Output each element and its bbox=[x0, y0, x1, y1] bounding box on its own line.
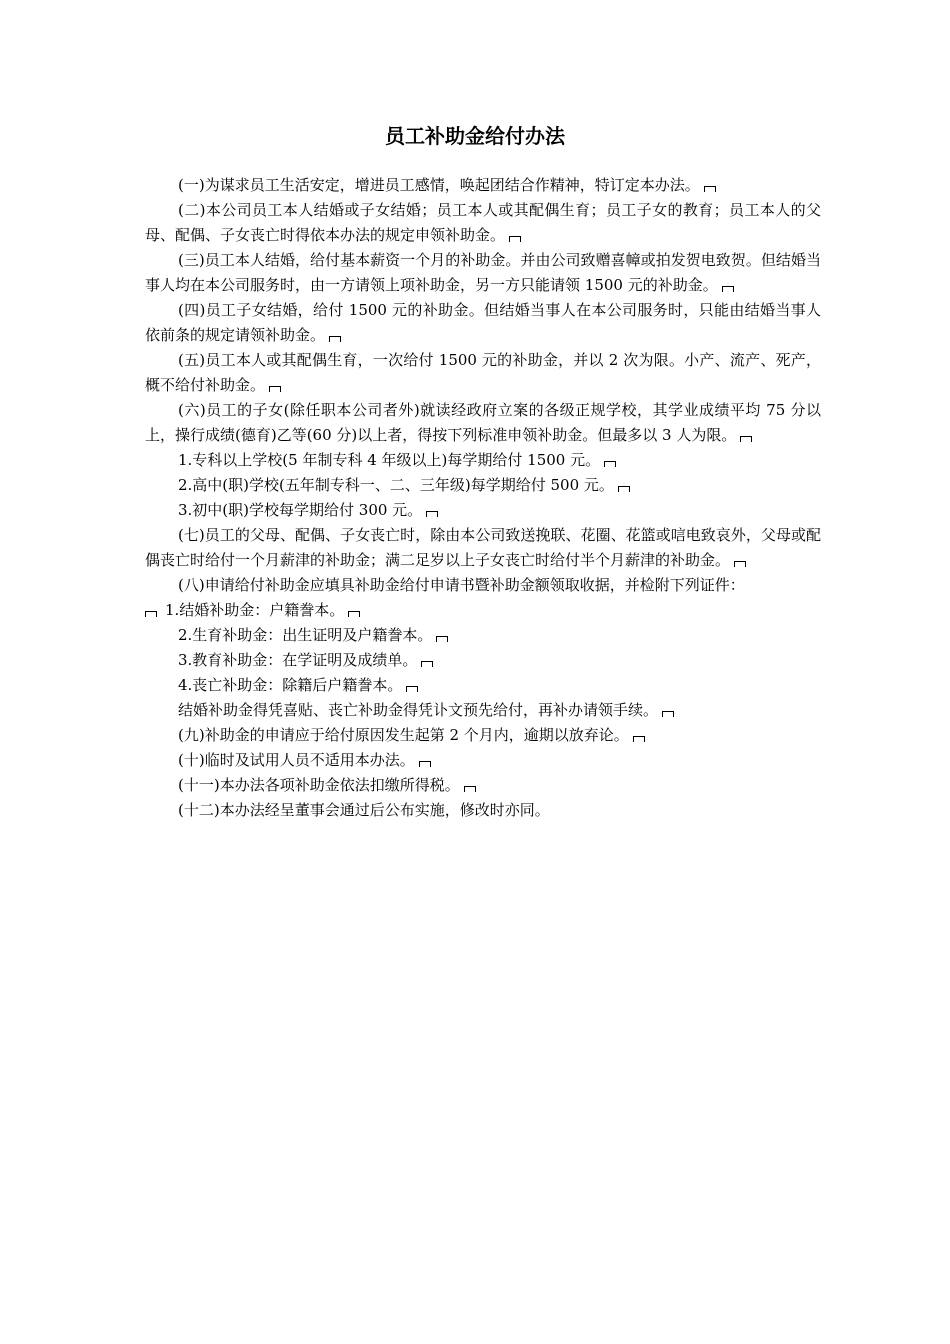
list-item-1 bbox=[145, 448, 821, 473]
paragraph-6 bbox=[145, 398, 821, 448]
document-body bbox=[145, 173, 821, 823]
paragraph-text: (十二)本办法经呈董事会通过后公布实施，修改时亦同。 bbox=[178, 801, 550, 819]
paragraph-text: (六)员工的子女(除任职本公司者外)就读经政府立案的各级正规学校，其学业成绩平均 75 分以上，操行成绩(德育)乙等(60 分)以上者，得按下列标准申领补助金。但最多以 3 人为限。 bbox=[145, 401, 821, 444]
paragraph-mark-icon bbox=[722, 286, 734, 292]
paragraph-mark-icon bbox=[419, 761, 431, 767]
list-item-text: 2.生育补助金：出生证明及户籍誊本。 bbox=[178, 626, 433, 644]
list-item-text: 1.结婚补助金：户籍誊本。 bbox=[165, 601, 345, 619]
paragraph-mark-icon bbox=[421, 661, 433, 667]
paragraph-9 bbox=[145, 723, 821, 748]
list-item-2 bbox=[145, 473, 821, 498]
list-item-6 bbox=[145, 648, 821, 673]
paragraph-mark-icon bbox=[662, 711, 674, 717]
document-title: 员工补助金给付办法 bbox=[385, 124, 565, 148]
paragraph-8 bbox=[145, 573, 821, 598]
paragraph-mark-icon bbox=[348, 611, 360, 617]
paragraph-mark-icon bbox=[618, 486, 630, 492]
paragraph-text: (三)员工本人结婚，给付基本薪资一个月的补助金。并由公司致赠喜幛或拍发贺电致贺。但结婚当事人均在本公司服务时，由一方请领上项补助金，另一方只能请领 1500 元的补助金。 bbox=[145, 251, 821, 294]
list-item-text: 2.高中(职)学校(五年制专科一、二、三年级)每学期给付 500 元。 bbox=[178, 476, 614, 494]
paragraph-text: (七)员工的父母、配偶、子女丧亡时，除由本公司致送挽联、花圈、花篮或唁电致哀外，父母或配偶丧亡时给付一个月薪津的补助金；满二足岁以上子女丧亡时给付半个月薪津的补助金。 bbox=[145, 526, 821, 569]
paragraph-mark-icon bbox=[329, 336, 341, 342]
paragraph-text: 结婚补助金得凭喜贴、丧亡补助金得凭讣文预先给付，再补办请领手续。 bbox=[178, 701, 659, 719]
list-item-4 bbox=[145, 598, 821, 623]
paragraph-text: (一)为谋求员工生活安定，增进员工感情，唤起团结合作精神，特订定本办法。 bbox=[178, 176, 700, 194]
paragraph-mark-icon bbox=[464, 786, 476, 792]
paragraph-text: (十一)本办法各项补助金依法扣缴所得税。 bbox=[178, 776, 460, 794]
paragraph-7 bbox=[145, 523, 821, 573]
paragraph-mark-icon bbox=[436, 636, 448, 642]
paragraph-5 bbox=[145, 348, 821, 398]
paragraph-11 bbox=[145, 773, 821, 798]
paragraph-text: (九)补助金的申请应于给付原因发生起第 2 个月内，逾期以放弃论。 bbox=[178, 726, 629, 744]
paragraph-text: (二)本公司员工本人结婚或子女结婚；员工本人或其配偶生育；员工子女的教育；员工本人的父母、配偶、子女丧亡时得依本办法的规定申领补助金。 bbox=[145, 201, 821, 244]
paragraph-text: (八)申请给付补助金应填具补助金给付申请书暨补助金额领取收据，并检附下列证件： bbox=[178, 576, 745, 594]
paragraph-10 bbox=[145, 748, 821, 773]
list-item-text: 3.教育补助金：在学证明及成绩单。 bbox=[178, 651, 418, 669]
paragraph-3 bbox=[145, 248, 821, 298]
list-item-text: 3.初中(职)学校每学期给付 300 元。 bbox=[178, 501, 423, 519]
paragraph-mark-icon bbox=[426, 511, 438, 517]
paragraph-4 bbox=[145, 298, 821, 348]
list-item-5 bbox=[145, 623, 821, 648]
paragraph-mark-icon bbox=[406, 686, 418, 692]
paragraph-2 bbox=[145, 198, 821, 248]
list-item-7 bbox=[145, 673, 821, 698]
paragraph-mark-icon bbox=[734, 561, 746, 567]
paragraph-mark-icon bbox=[145, 611, 157, 617]
paragraph-mark-icon bbox=[509, 236, 521, 242]
paragraph-mark-icon bbox=[604, 461, 616, 467]
paragraph-mark-icon bbox=[269, 386, 281, 392]
paragraph-text: (四)员工子女结婚，给付 1500 元的补助金。但结婚当事人在本公司服务时，只能由结婚当事人依前条的规定请领补助金。 bbox=[145, 301, 821, 344]
paragraph-mark-icon bbox=[633, 736, 645, 742]
list-item-text: 4.丧亡补助金：除籍后户籍誊本。 bbox=[178, 676, 403, 694]
paragraph-12 bbox=[145, 798, 821, 823]
paragraph-text: (十)临时及试用人员不适用本办法。 bbox=[178, 751, 415, 769]
list-item-3 bbox=[145, 498, 821, 523]
paragraph-mark-icon bbox=[704, 186, 716, 192]
paragraph-note bbox=[145, 698, 821, 723]
paragraph-1 bbox=[145, 173, 821, 198]
paragraph-mark-icon bbox=[740, 436, 752, 442]
list-item-text: 1.专科以上学校(5 年制专科 4 年级以上)每学期给付 1500 元。 bbox=[178, 451, 601, 469]
paragraph-text: (五)员工本人或其配偶生育，一次给付 1500 元的补助金，并以 2 次为限。小产、流产、死产，概不给付补助金。 bbox=[145, 351, 821, 394]
